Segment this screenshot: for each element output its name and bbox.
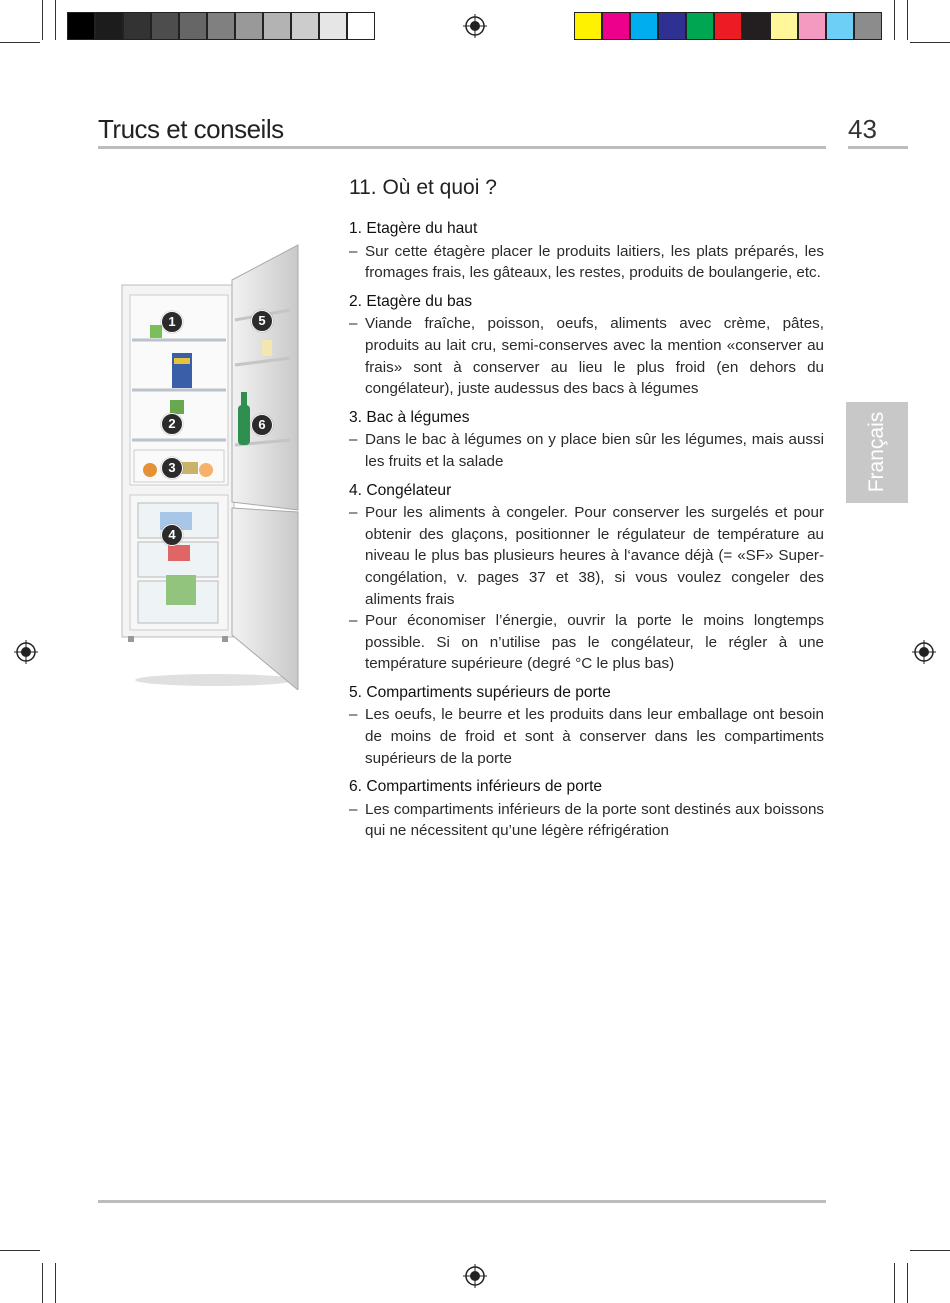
- registration-mark-icon: [912, 640, 936, 664]
- bullet-item: [349, 610, 824, 675]
- calibration-swatch: [347, 12, 375, 40]
- calibration-swatch: [151, 12, 179, 40]
- calibration-swatch: [123, 12, 151, 40]
- calibration-swatch: [686, 12, 714, 40]
- bullet-text: Viande fraîche, poisson, oeufs, aliments avec crème, pâtes, produits au lait cru, semi-conserves avec la mention «conserver au frais» sont à conserver au lieu le plus froid (en dehors du congélateur), juste audessus des bacs à légumes: [365, 315, 824, 398]
- calibration-swatch: [95, 12, 123, 40]
- calibration-swatch: [630, 12, 658, 40]
- item-title: 4. Congélateur: [349, 481, 452, 499]
- calibration-swatch: [179, 12, 207, 40]
- page-number-rule: [848, 146, 908, 149]
- bullet-dash: –: [349, 706, 358, 724]
- calibration-swatch: [319, 12, 347, 40]
- fridge-label-1-badge: 1: [161, 311, 183, 333]
- bullet-text: Les oeufs, le beurre et les produits dans leur emballage ont besoin de moins de froid et sont à conserver dans les compartiments supérieurs de la porte: [365, 706, 824, 767]
- item-title: 3. Bac à légumes: [349, 408, 470, 426]
- item-title: 1. Etagère du haut: [349, 220, 478, 237]
- bullet-dash: –: [349, 315, 358, 333]
- language-tab: [846, 402, 908, 503]
- language-tab-label: Français: [865, 411, 888, 493]
- bullet-text: Pour les aliments à congeler. Pour conserver les surgelés et pour obtenir des glaçons, positionner le régulateur de température au niveau le plus bas plusieurs heures à l‘avance déjà (= «SF» Super-congélation, v. pages 37 et 38), si vous voulez congeler des aliments frais: [365, 504, 824, 608]
- item-title: 6. Compartiments inférieurs de porte: [349, 778, 603, 796]
- bullet-text: Les compartiments inférieurs de la porte sont destinés aux boissons qui ne nécessitent qu’une légère réfrigération: [365, 800, 824, 840]
- header-rule: [98, 146, 826, 149]
- calibration-swatch: [714, 12, 742, 40]
- bullet-item: [349, 429, 824, 472]
- calibration-swatch: [207, 12, 235, 40]
- bullet-dash: –: [349, 242, 358, 260]
- calibration-swatch: [798, 12, 826, 40]
- bullet-dash: –: [349, 800, 358, 818]
- item-title: 5. Compartiments supérieurs de porte: [349, 683, 611, 701]
- registration-mark-icon: [463, 14, 487, 38]
- calibration-swatch: [67, 12, 95, 40]
- tips-content: [349, 218, 824, 842]
- bullet-text: Dans le bac à légumes on y place bien sûr les légumes, mais aussi les fruits et la salade: [365, 431, 824, 470]
- fridge-illustration: [110, 240, 310, 690]
- header-title: Trucs et conseils: [98, 114, 284, 144]
- calibration-swatch: [770, 12, 798, 40]
- page-number: 43: [848, 114, 877, 144]
- bullet-item: [349, 313, 824, 399]
- bullet-text: Sur cette étagère placer le produits laitiers, les plats préparés, les fromages frais, les gâteaux, les restes, produits de boulangerie, etc.: [365, 242, 824, 282]
- fridge-label-5-badge: 5: [251, 310, 273, 332]
- registration-mark-icon: [463, 1264, 487, 1288]
- fridge-label-6-badge: 6: [251, 414, 273, 436]
- calibration-swatch: [854, 12, 882, 40]
- calibration-swatch: [658, 12, 686, 40]
- calibration-swatch: [742, 12, 770, 40]
- fridge-label-3-badge: 3: [161, 457, 183, 479]
- calibration-swatch: [291, 12, 319, 40]
- calibration-swatch: [574, 12, 602, 40]
- bullet-dash: –: [349, 431, 358, 449]
- footer-rule: [98, 1200, 826, 1203]
- bullet-item: [349, 502, 824, 610]
- bullet-dash: –: [349, 504, 358, 522]
- bullet-item: [349, 799, 824, 842]
- calibration-swatch: [602, 12, 630, 40]
- bullet-item: [349, 241, 824, 284]
- item-title: 2. Etagère du bas: [349, 292, 473, 310]
- calibration-swatch: [263, 12, 291, 40]
- calibration-swatch: [235, 12, 263, 40]
- fridge-label-2-badge: 2: [161, 413, 183, 435]
- section-title: 11. Où et quoi ?: [349, 176, 497, 199]
- bullet-dash: –: [349, 612, 358, 630]
- bullet-text: Pour économiser l’énergie, ouvrir la porte le moins longtemps possible. Si on n’utilise pas le congélateur, le régler à une température supérieure (degré °C le plus bas): [365, 612, 824, 673]
- calibration-swatch: [826, 12, 854, 40]
- fridge-label-4-badge: 4: [161, 524, 183, 546]
- bullet-item: [349, 704, 824, 769]
- registration-mark-icon: [14, 640, 38, 664]
